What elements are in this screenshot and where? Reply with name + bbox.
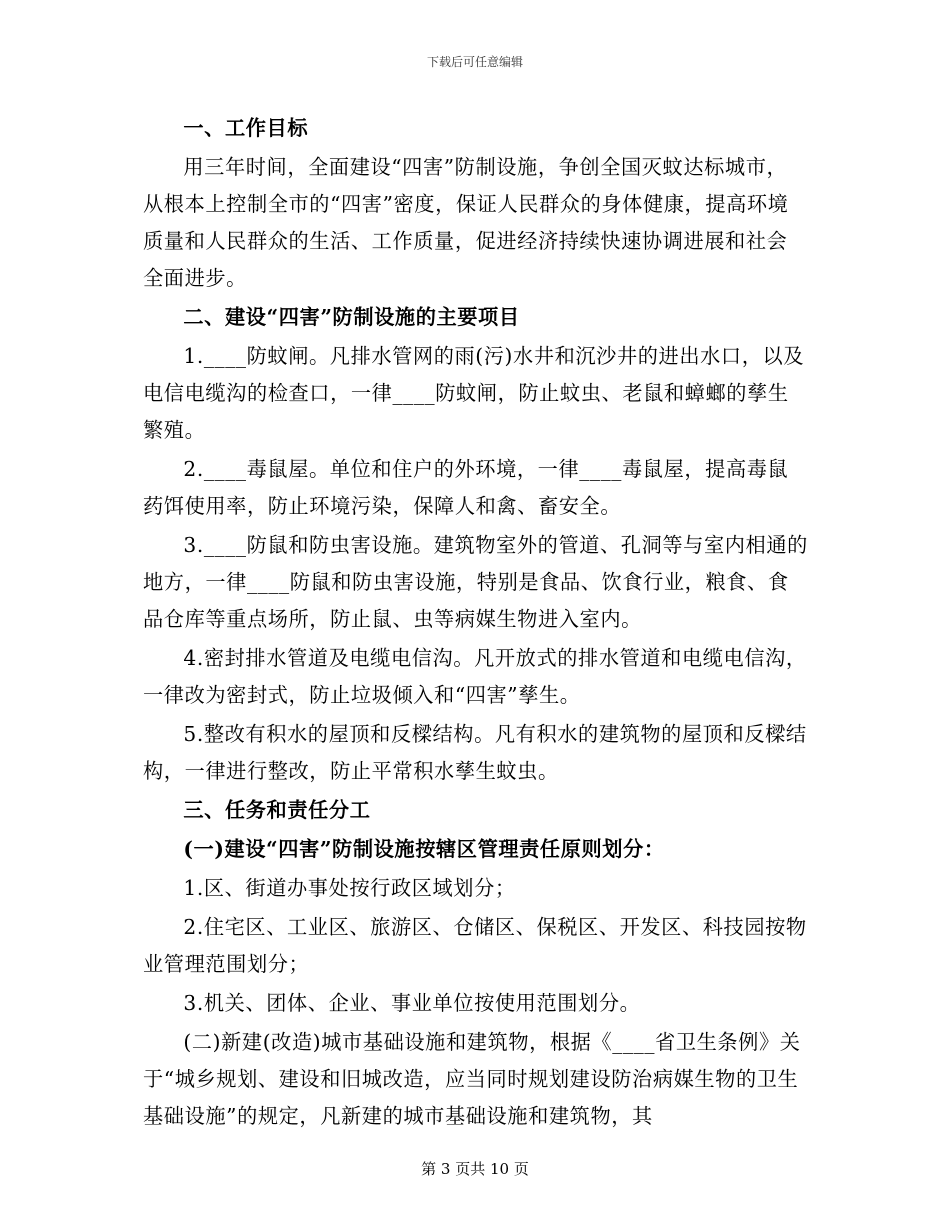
division-item-1: 1.区、街道办事处按行政区域划分； [183,876,516,900]
division-item-3: 3.机关、团体、企业、事业单位按使用范围划分。 [183,991,641,1015]
paragraph-goals: 用三年时间，全面建设“四害”防制设施，争创全国灭蚊达标城市，从根本上控制全市的“四害”密度，保证人民群众的身体健康，提高环境质量和人民群众的生活、工作质量，促进经济持续快速协调进展和社会全面进步。 [143,155,789,290]
list-item-4: 4.密封排水管道及电缆电信沟。凡开放式的排水管道和电缆电信沟，一律改为密封式，防止垃圾倾入和“四害”孳生。 [143,646,807,707]
list-item-2: 2.____毒鼠屋。单位和住户的外环境，一律____毒鼠屋，提高毒鼠药饵使用率，防止环境污染，保障人和禽、畜安全。 [143,457,789,518]
list-item-3: 3.____防鼠和防虫害设施。建筑物室外的管道、孔洞等与室内相通的地方，一律____防鼠和防虫害设施，特别是食品、饮食行业，粮食、食品仓库等重点场所，防止鼠、虫等病媒生物进入室内。 [143,533,808,631]
subsection-heading-1: (一)建设“四害”防制设施按辖区管理责任原则划分： [183,837,665,861]
section-heading-tasks: 三、任务和责任分工 [183,798,371,822]
list-item-1: 1.____防蚊闸。凡排水管网的雨(污)水井和沉沙井的进出水口，以及电信电缆沟的检查口，一律____防蚊闸，防止蚊虫、老鼠和蟑螂的孳生繁殖。 [143,344,805,442]
paragraph-new-construction: (二)新建(改造)城市基础设施和建筑物，根据《____省卫生条例》关于“城乡规划、建设和旧城改造，应当同时规划建设防治病媒生物的卫生基础设施”的规定，凡新建的城市基础设施和建筑物，其 [143,1030,801,1128]
list-item-5: 5.整改有积水的屋顶和反樑结构。凡有积水的建筑物的屋顶和反樑结构，一律进行整改，防止平常积水孳生蚊虫。 [143,722,807,783]
section-heading-goals: 一、工作目标 [183,116,309,140]
division-item-2: 2.住宅区、工业区、旅游区、仓储区、保税区、开发区、科技园按物业管理范围划分； [143,915,807,976]
page-header-note: 下载后可任意编辑 [426,55,523,69]
section-heading-projects: 二、建设“四害”防制设施的主要项目 [183,305,520,329]
document-body [143,110,808,1135]
page-number: 第 3 页共 10 页 [421,1160,529,1178]
